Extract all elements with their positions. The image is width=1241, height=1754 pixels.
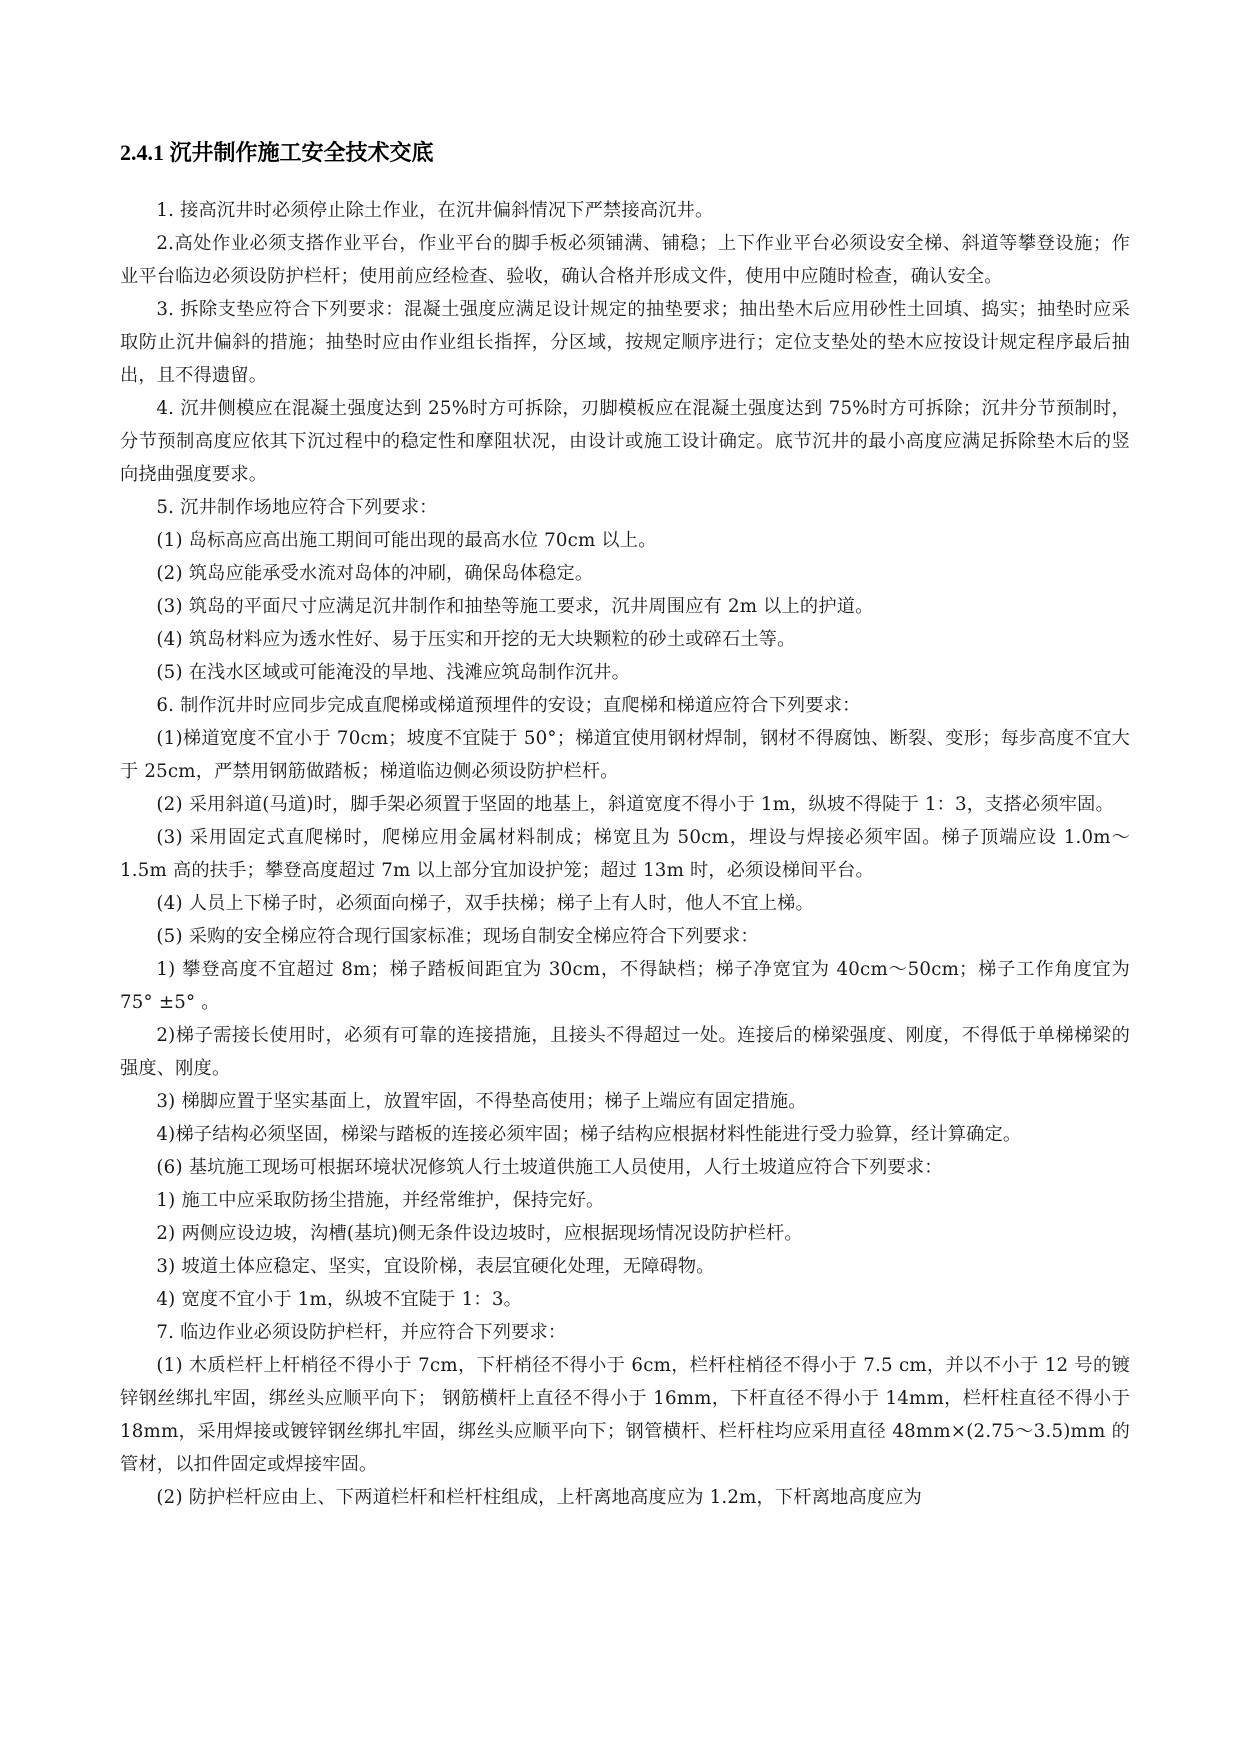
paragraph-4: 4. 沉井侧模应在混凝土强度达到 25%时方可拆除，刃脚模板应在混凝土强度达到 75%时方可拆除；沉井分节预制时，分节预制高度应依其下沉过程中的稳定性和摩阻状况，由设计或施工设计确定。底节沉井的最小高度应满足拆除垫木后的竖向挠曲强度要求。 [120, 398, 1130, 485]
paragraph-6-item-3: (3) 采用固定式直爬梯时，爬梯应用金属材料制成；梯宽且为 50cm，埋设与焊接必须牢固。梯子顶端应设 1.0m～1.5m 高的扶手；攀登高度超过 7m 以上部分宜加设护笼；超过 13m 时，必须设梯间平台。 [120, 827, 1130, 881]
paragraph-6-item-5-3: 3) 梯脚应置于坚实基面上，放置牢固，不得垫高使用；梯子上端应有固定措施。 [156, 1091, 807, 1112]
paragraph-6-item-6-1: 1) 施工中应采取防扬尘措施，并经常维护，保持完好。 [156, 1190, 605, 1211]
paragraph-6-item-5-2: 2)梯子需接长使用时，必须有可靠的连接措施，且接头不得超过一处。连接后的梯梁强度、刚度，不得低于单梯梯梁的强度、刚度。 [120, 1025, 1130, 1079]
paragraph-6-item-5-1: 1) 攀登高度不宜超过 8m；梯子踏板间距宜为 30cm，不得缺档；梯子净宽宜为 40cm～50cm；梯子工作角度宜为 75° ±5° 。 [120, 959, 1130, 1013]
paragraph-5-item-4: (4) 筑岛材料应为透水性好、易于压实和开挖的无大块颗粒的砂土或碎石土等。 [156, 629, 796, 650]
paragraph-2: 2.高处作业必须支搭作业平台，作业平台的脚手板必须铺满、铺稳；上下作业平台必须设安全梯、斜道等攀登设施；作业平台临边必须设防护栏杆；使用前应经检查、验收，确认合格并形成文件，使用中应随时检查，确认安全。 [120, 233, 1130, 287]
paragraph-5-item-2: (2) 筑岛应能承受水流对岛体的冲刷，确保岛体稳定。 [156, 563, 594, 584]
paragraph-7-item-1: (1) 木质栏杆上杆梢径不得小于 7cm，下杆梢径不得小于 6cm，栏杆柱梢径不得小于 7.5 cm，并以不小于 12 号的镀锌钢丝绑扎牢固，绑丝头应顺平向下； 钢筋横杆上直径不得小于 16mm，下杆直径不得小于 14mm，栏杆柱直径不得小于 18mm，采用焊接或镀锌钢丝绑扎牢固，绑丝头应顺平向下；钢管横杆、栏杆柱均应采用直径 48mm×(2.75～3.5)mm 的管材，以扣件固定或焊接牢固。 [120, 1355, 1130, 1475]
paragraph-6-item-6-4: 4) 宽度不宜小于 1m，纵坡不宜陡于 1：3。 [156, 1289, 522, 1310]
paragraph-5-item-1: (1) 岛标高应高出施工期间可能出现的最高水位 70cm 以上。 [156, 530, 657, 551]
paragraph-5: 5. 沉井制作场地应符合下列要求： [156, 497, 438, 518]
paragraph-7-item-2: (2) 防护栏杆应由上、下两道栏杆和栏杆柱组成，上杆离地高度应为 1.2m，下杆离地高度应为 [156, 1487, 923, 1508]
paragraph-3: 3. 拆除支垫应符合下列要求：混凝土强度应满足设计规定的抽垫要求；抽出垫木后应用砂性土回填、捣实；抽垫时应采取防止沉井偏斜的措施；抽垫时应由作业组长指挥，分区域，按规定顺序进行；定位支垫处的垫木应按设计规定程序最后抽出，且不得遗留。 [120, 299, 1130, 386]
paragraph-6-item-6: (6) 基坑施工现场可根据环境状况修筑人行土坡道供施工人员使用，人行土坡道应符合下列要求： [156, 1157, 943, 1178]
paragraph-5-item-3: (3) 筑岛的平面尺寸应满足沉井制作和抽垫等施工要求，沉井周围应有 2m 以上的护道。 [156, 596, 874, 617]
paragraph-1: 1. 接高沉井时必须停止除土作业，在沉井偏斜情况下严禁接高沉井。 [156, 200, 714, 221]
paragraph-6-item-6-2: 2) 两侧应设边坡，沟槽(基坑)侧无条件设边坡时，应根据现场情况设防护栏杆。 [156, 1223, 803, 1244]
paragraph-6-item-5-4: 4)梯子结构必须坚固，梯梁与踏板的连接必须牢固；梯子结构应根据材料性能进行受力验算，经计算确定。 [156, 1124, 1022, 1145]
paragraph-5-item-5: (5) 在浅水区域或可能淹没的旱地、浅滩应筑岛制作沉井。 [156, 662, 631, 683]
paragraph-6-item-1: (1)梯道宽度不宜小于 70cm；坡度不宜陡于 50°；梯道宜使用钢材焊制，钢材不得腐蚀、断裂、变形；每步高度不宜大于 25cm，严禁用钢筋做踏板；梯道临边侧必须设防护栏杆。 [120, 728, 1130, 782]
paragraph-6-item-2: (2) 采用斜道(马道)时，脚手架必须置于坚固的地基上，斜道宽度不得小于 1m，纵坡不得陡于 1：3，支搭必须牢固。 [156, 794, 1114, 815]
document-page [120, 138, 1130, 1514]
paragraph-7: 7. 临边作业必须设防护栏杆，并应符合下列要求： [156, 1322, 567, 1343]
paragraph-6-item-6-3: 3) 坡道土体应稳定、坚实，宜设阶梯，表层宜硬化处理，无障碍物。 [156, 1256, 715, 1277]
paragraph-6: 6. 制作沉井时应同步完成直爬梯或梯道预埋件的安设；直爬梯和梯道应符合下列要求： [156, 695, 861, 716]
section-heading: 2.4.1 沉井制作施工安全技术交底 [120, 140, 434, 165]
paragraph-6-item-4: (4) 人员上下梯子时，必须面向梯子，双手扶梯；梯子上有人时，他人不宜上梯。 [156, 893, 814, 914]
paragraph-6-item-5: (5) 采购的安全梯应符合现行国家标准；现场自制安全梯应符合下列要求： [156, 926, 759, 947]
